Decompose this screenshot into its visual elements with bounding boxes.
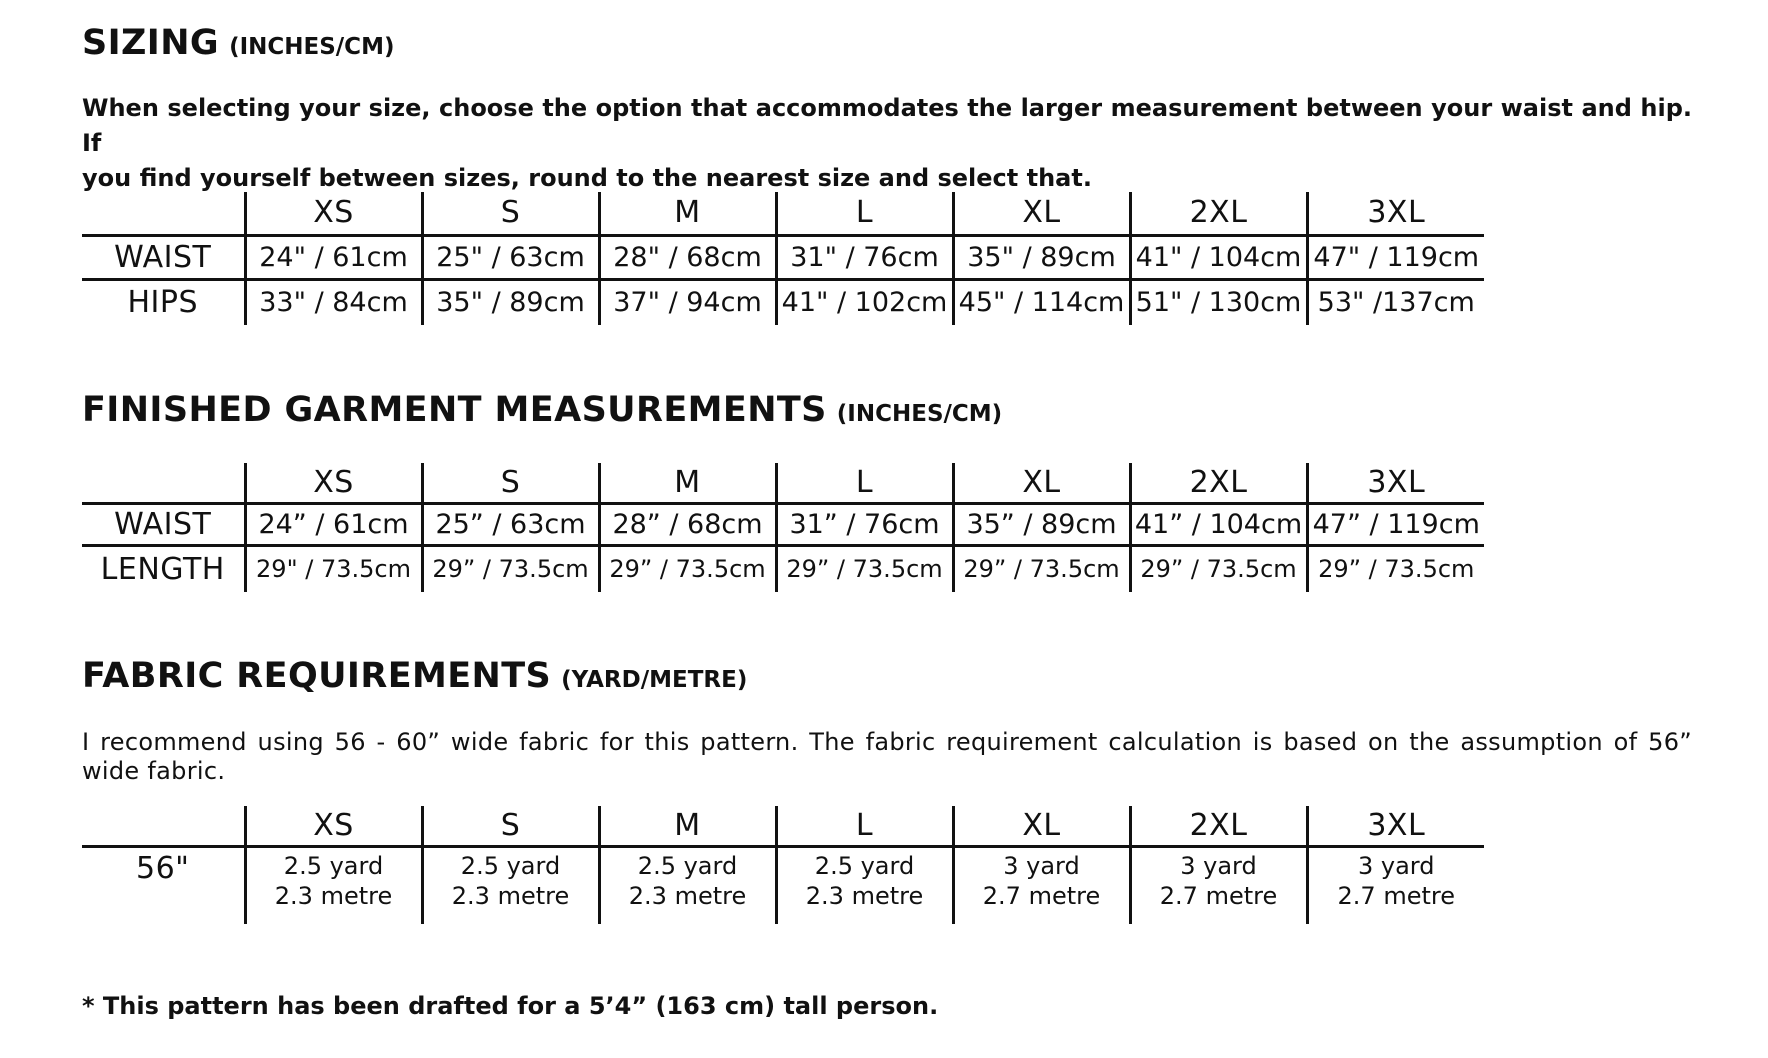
yard-value: 3 yard <box>1358 851 1435 880</box>
finished-header-row <box>82 463 1484 503</box>
yard-value: 2.5 yard <box>460 851 561 880</box>
table-cell: 24" / 61cm <box>245 235 422 279</box>
table-row <box>82 503 1484 545</box>
fabric-header-row <box>82 806 1484 846</box>
row-label-hips: HIPS <box>82 279 245 325</box>
sizing-unit: (INCHES/CM) <box>229 34 395 60</box>
table-cell <box>953 846 1130 924</box>
sizing-header-row <box>82 192 1484 235</box>
table-cell <box>1307 846 1484 924</box>
table-corner <box>82 806 245 846</box>
size-header-s: S <box>422 463 599 503</box>
fabric-title: FABRIC REQUIREMENTS <box>82 656 552 696</box>
size-header-l: L <box>776 806 953 846</box>
size-header-xl: XL <box>953 463 1130 503</box>
size-header-s: S <box>422 192 599 235</box>
sizing-instructions-line-2: you find yourself between sizes, round to the nearest size and select that. <box>82 164 1092 192</box>
yard-value: 3 yard <box>1003 851 1080 880</box>
table-cell <box>422 846 599 924</box>
sizing-table <box>82 192 1484 325</box>
table-cell: 28" / 68cm <box>599 235 776 279</box>
fabric-recommendation-line-1: I recommend using 56 - 60” wide fabric for this pattern. The fabric requirement calculation is based on the assumption of 56” <box>82 728 1692 756</box>
table-cell: 28” / 68cm <box>599 503 776 545</box>
table-cell: 31" / 76cm <box>776 235 953 279</box>
table-cell: 51" / 130cm <box>1130 279 1307 325</box>
fabric-unit: (YARD/METRE) <box>561 667 748 693</box>
row-label-length: LENGTH <box>82 545 245 592</box>
size-header-m: M <box>599 192 776 235</box>
size-header-3xl: 3XL <box>1307 463 1484 503</box>
table-cell <box>599 846 776 924</box>
table-cell: 41" / 104cm <box>1130 235 1307 279</box>
size-header-xs: XS <box>245 806 422 846</box>
metre-value: 2.3 metre <box>805 881 924 910</box>
row-label-waist: WAIST <box>82 235 245 279</box>
size-header-3xl: 3XL <box>1307 806 1484 846</box>
table-cell: 35" / 89cm <box>422 279 599 325</box>
size-header-m: M <box>599 463 776 503</box>
size-header-2xl: 2XL <box>1130 463 1307 503</box>
table-cell <box>776 846 953 924</box>
table-cell: 41" / 102cm <box>776 279 953 325</box>
metre-value: 2.3 metre <box>628 881 747 910</box>
yard-value: 3 yard <box>1180 851 1257 880</box>
finished-heading <box>82 390 1003 430</box>
table-cell: 45" / 114cm <box>953 279 1130 325</box>
table-cell: 29” / 73.5cm <box>422 545 599 592</box>
table-row <box>82 846 1484 924</box>
table-cell: 35" / 89cm <box>953 235 1130 279</box>
size-header-m: M <box>599 806 776 846</box>
table-cell: 41” / 104cm <box>1130 503 1307 545</box>
metre-value: 2.7 metre <box>1159 881 1278 910</box>
fabric-recommendation-line-2: wide fabric. <box>82 757 226 785</box>
table-cell: 31” / 76cm <box>776 503 953 545</box>
metre-value: 2.7 metre <box>1337 881 1455 910</box>
table-corner <box>82 192 245 235</box>
fabric-heading <box>82 656 748 696</box>
table-cell <box>245 846 422 924</box>
size-header-l: L <box>776 463 953 503</box>
size-header-l: L <box>776 192 953 235</box>
finished-title: FINISHED GARMENT MEASUREMENTS <box>82 390 827 430</box>
table-cell: 53" /137cm <box>1307 279 1484 325</box>
table-cell <box>1130 846 1307 924</box>
table-row <box>82 279 1484 325</box>
table-cell: 29” / 73.5cm <box>1307 545 1484 592</box>
table-cell: 29” / 73.5cm <box>1130 545 1307 592</box>
yard-value: 2.5 yard <box>814 851 915 880</box>
row-label-waist: WAIST <box>82 503 245 545</box>
size-header-xs: XS <box>245 192 422 235</box>
size-header-s: S <box>422 806 599 846</box>
table-cell: 29" / 73.5cm <box>245 545 422 592</box>
height-footnote: * This pattern has been drafted for a 5’4” (163 cm) tall person. <box>82 992 939 1020</box>
yard-value: 2.5 yard <box>283 851 384 880</box>
table-cell: 47" / 119cm <box>1307 235 1484 279</box>
finished-unit: (INCHES/CM) <box>836 401 1003 427</box>
sizing-title: SIZING <box>82 23 220 63</box>
table-cell: 29” / 73.5cm <box>953 545 1130 592</box>
sizing-heading <box>82 23 395 63</box>
size-header-xl: XL <box>953 192 1130 235</box>
size-header-3xl: 3XL <box>1307 192 1484 235</box>
table-corner <box>82 463 245 503</box>
table-cell: 25" / 63cm <box>422 235 599 279</box>
sizing-instructions-line-1: When selecting your size, choose the option that accommodates the larger measurement between your waist and hip. If <box>82 94 1692 157</box>
metre-value: 2.7 metre <box>982 881 1101 910</box>
finished-table <box>82 463 1484 592</box>
sizing-instructions <box>82 91 1692 196</box>
table-row <box>82 545 1484 592</box>
table-cell: 24” / 61cm <box>245 503 422 545</box>
fabric-recommendation <box>82 728 1692 786</box>
table-cell: 33" / 84cm <box>245 279 422 325</box>
size-header-xs: XS <box>245 463 422 503</box>
row-label-fabric-width: 56" <box>82 846 245 924</box>
yard-value: 2.5 yard <box>637 851 738 880</box>
table-cell: 25” / 63cm <box>422 503 599 545</box>
size-header-xl: XL <box>953 806 1130 846</box>
metre-value: 2.3 metre <box>451 881 570 910</box>
table-cell: 35” / 89cm <box>953 503 1130 545</box>
table-cell: 47” / 119cm <box>1307 503 1484 545</box>
metre-value: 2.3 metre <box>274 881 393 910</box>
size-header-2xl: 2XL <box>1130 192 1307 235</box>
table-cell: 29” / 73.5cm <box>776 545 953 592</box>
table-cell: 37" / 94cm <box>599 279 776 325</box>
fabric-table <box>82 806 1484 924</box>
table-row <box>82 235 1484 279</box>
table-cell: 29” / 73.5cm <box>599 545 776 592</box>
size-header-2xl: 2XL <box>1130 806 1307 846</box>
